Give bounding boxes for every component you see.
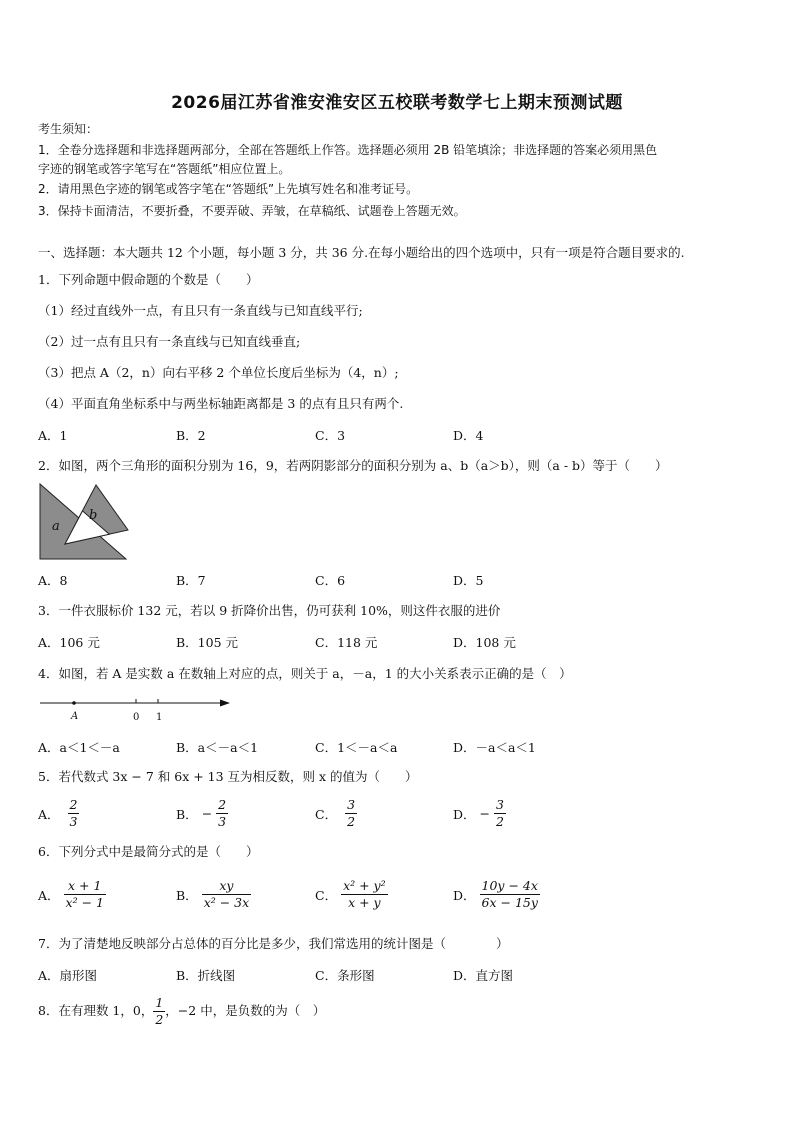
- q3-options: [38, 633, 758, 653]
- q5-option-a-fraction: [68, 797, 80, 830]
- q4-option-c[interactable]: C．1＜－a＜a: [315, 740, 398, 755]
- q6-option-d-den: 6x − 15y: [481, 895, 538, 910]
- q6-option-b-num: xy: [219, 878, 234, 893]
- q6-option-d-fraction: [480, 878, 540, 911]
- q7-stem: 7．为了清楚地反映部分占总体的百分比是多少，我们常选用的统计图是（ ）: [38, 936, 509, 951]
- q5-option-a-num: 2: [69, 797, 78, 812]
- q2-triangles-figure: [38, 482, 130, 562]
- q5-option-a-label: A．: [38, 806, 60, 822]
- q8-stem-post: ，−2 中，是负数的为（ ）: [165, 1003, 326, 1018]
- q6-option-c-fraction: [341, 878, 388, 911]
- q5-option-c-fraction: [345, 797, 357, 830]
- q4-option-a[interactable]: A．a＜1＜－a: [38, 740, 120, 755]
- q6-option-a[interactable]: [38, 878, 106, 911]
- q6-option-c-label: C．: [315, 887, 338, 903]
- q2-option-a[interactable]: A．8: [38, 573, 68, 588]
- q5-option-d-sign: −: [479, 806, 491, 821]
- q1-option-a[interactable]: A．1: [38, 428, 68, 443]
- q1-item-4: （4）平面直角坐标系中与两坐标轴距离都是 3 的点有且只有两个.: [38, 396, 404, 411]
- q3-option-d[interactable]: D．108 元: [453, 635, 516, 650]
- q2-options: [38, 571, 758, 591]
- q7-option-b[interactable]: B．折线图: [176, 968, 236, 983]
- q6-option-c-num: x² + y²: [343, 878, 386, 893]
- q6-option-b-fraction: [202, 878, 251, 911]
- q1-item-2: （2）过一点有且只有一条直线与已知直线垂直;: [38, 334, 301, 349]
- q5-option-b-num: 2: [218, 797, 227, 812]
- notice-line-4: 3．保持卡面清洁，不要折叠，不要弄破、弄皱，在草稿纸、试题卷上答题无效。: [38, 204, 466, 218]
- section-heading: 一、选择题：本大题共 12 个小题，每小题 3 分，共 36 分.在每小题给出的四个选项中，只有一项是符合题目要求的.: [38, 245, 685, 260]
- q4-point-a: [72, 701, 76, 705]
- q8-fraction-den: 2: [155, 1012, 164, 1027]
- q6-option-a-den: x² − 1: [65, 895, 104, 910]
- q5-option-b[interactable]: [176, 797, 228, 830]
- q1-option-c[interactable]: C．3: [315, 428, 346, 443]
- notice-line-2: 字迹的钢笔或答字笔写在“答题纸”相应位置上。: [38, 162, 291, 176]
- q1-item-1: （1）经过直线外一点，有且只有一条直线与已知直线平行;: [38, 303, 363, 318]
- q6-option-a-num: x + 1: [68, 878, 102, 893]
- q5-option-b-label: B．: [176, 806, 198, 822]
- page-title: 2026届江苏省淮安淮安区五校联考数学七上期末预测试题: [171, 93, 623, 113]
- q7-option-a[interactable]: A．扇形图: [38, 968, 98, 983]
- q4-axis-arrow: [220, 700, 230, 707]
- q6-option-d-num: 10y − 4x: [481, 878, 538, 893]
- q4-number-line: [38, 695, 238, 725]
- q6-option-d[interactable]: [453, 878, 540, 911]
- q4-label-0: 0: [133, 712, 140, 723]
- q7-option-c[interactable]: C．条形图: [315, 968, 375, 983]
- q7-options: [38, 966, 758, 986]
- q6-option-a-label: A．: [38, 887, 60, 903]
- q5-option-b-fraction: [216, 797, 228, 830]
- notice-heading: 考生须知：: [38, 122, 99, 136]
- q4-option-d[interactable]: D．－a＜a＜1: [453, 740, 536, 755]
- q3-option-b[interactable]: B．105 元: [176, 635, 239, 650]
- q6-option-b-label: B．: [176, 887, 198, 903]
- notice-line-3: 2．请用黑色字迹的钢笔或答字笔在“答题纸”上先填写姓名和准考证号。: [38, 182, 419, 196]
- q5-option-d-label: D．: [453, 806, 476, 822]
- q5-option-c-label: C．: [315, 806, 338, 822]
- q6-option-b[interactable]: [176, 878, 251, 911]
- q7-option-d[interactable]: D．直方图: [453, 968, 514, 983]
- q5-option-c-num: 3: [347, 797, 356, 812]
- q2-option-c[interactable]: C．6: [315, 573, 346, 588]
- q4-label-a: A: [71, 711, 79, 722]
- q5-option-d[interactable]: [453, 797, 506, 830]
- q6-options: [38, 878, 758, 918]
- q3-option-c[interactable]: C．118 元: [315, 635, 378, 650]
- q4-option-b[interactable]: B．a＜－a＜1: [176, 740, 259, 755]
- q5-option-a-den: 3: [69, 814, 78, 829]
- q8-stem-pre: 8．在有理数 1，0，: [38, 1003, 154, 1018]
- q5-options: [38, 797, 758, 837]
- q5-option-d-den: 2: [496, 814, 504, 829]
- q6-option-d-label: D．: [453, 887, 476, 903]
- q6-option-b-den: x² − 3x: [203, 895, 250, 910]
- q5-option-b-sign: −: [201, 806, 213, 821]
- q4-options: [38, 738, 758, 758]
- q1-options: [38, 426, 758, 446]
- q6-stem: 6．下列分式中是最简分式的是（ ）: [38, 844, 259, 859]
- q2-stem: 2．如图，两个三角形的面积分别为 16，9，若两阴影部分的面积分别为 a、b（a＞b），则（a - b）等于（ ）: [38, 458, 668, 473]
- q5-option-d-num: 3: [496, 797, 504, 812]
- q3-option-a[interactable]: A．106 元: [38, 635, 100, 650]
- q1-option-b[interactable]: B．2: [176, 428, 206, 443]
- q8-fraction: [153, 995, 165, 1028]
- q2-label-a: a: [52, 519, 60, 534]
- q6-option-c[interactable]: [315, 878, 388, 911]
- q4-stem: 4．如图，若 A 是实数 a 在数轴上对应的点，则关于 a，－a，1 的大小关系表示正确的是（ ）: [38, 666, 572, 681]
- q5-stem: 5．若代数式 3x − 7 和 6x + 13 互为相反数，则 x 的值为（ ）: [38, 769, 418, 784]
- q5-option-b-den: 3: [218, 814, 227, 829]
- q6-option-c-den: x + y: [341, 894, 388, 911]
- q5-option-c-den: 2: [347, 814, 356, 829]
- q2-label-b: b: [89, 508, 98, 523]
- q2-option-b[interactable]: B．7: [176, 573, 206, 588]
- q5-option-c[interactable]: [315, 797, 357, 830]
- q2-option-d[interactable]: D．5: [453, 573, 484, 588]
- q1-item-3: （3）把点 A（2，n）向右平移 2 个单位长度后坐标为（4，n）;: [38, 365, 399, 380]
- notice-line-1: 1．全卷分选择题和非选择题两部分，全部在答题纸上作答。选择题必须用 2B 铅笔填涂；非选择题的答案必须用黑色: [38, 143, 658, 157]
- q1-option-d[interactable]: D．4: [453, 428, 484, 443]
- q3-stem: 3．一件衣服标价 132 元，若以 9 折降价出售，仍可获利 10%，则这件衣服的进价: [38, 603, 501, 618]
- q6-option-a-fraction: [64, 878, 106, 911]
- q5-option-a[interactable]: [38, 797, 79, 830]
- q4-label-1: 1: [156, 712, 163, 723]
- q5-option-d-fraction: [494, 797, 506, 830]
- q8-stem: [38, 992, 758, 1032]
- q1-stem: 1．下列命题中假命题的个数是（ ）: [38, 272, 259, 287]
- q8-fraction-num: 1: [155, 995, 164, 1010]
